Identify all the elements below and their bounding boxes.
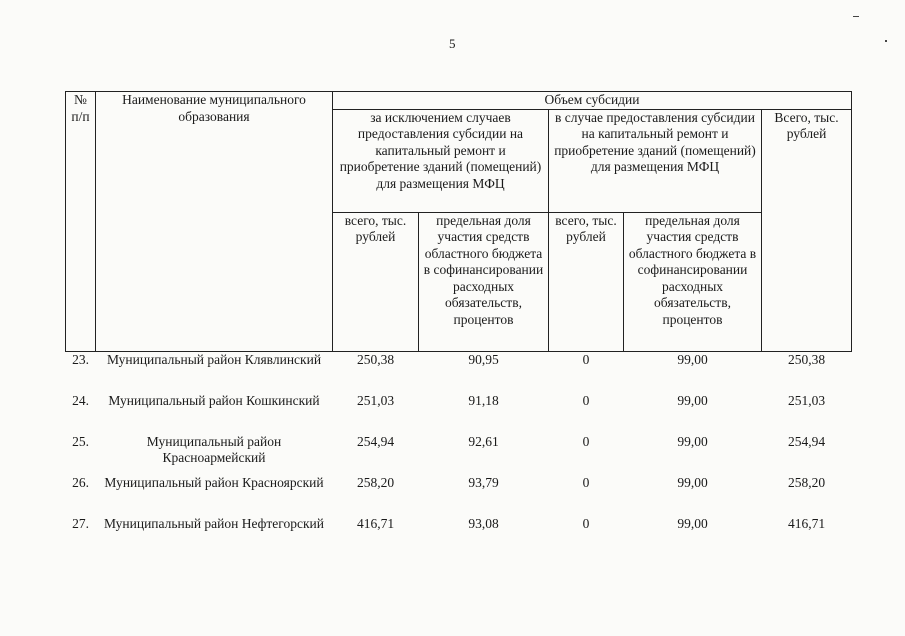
row-a-total: 254,94: [356, 433, 395, 449]
row-a-share: 92,61: [468, 433, 499, 449]
row-num: 23.: [72, 351, 89, 367]
page-number: 5: [449, 36, 456, 51]
row-a-share: 91,18: [468, 392, 499, 408]
header-b-total: всего, тыс. рублей: [549, 212, 624, 351]
table-body: [66, 351, 852, 557]
row-name: Муниципальный район Клявлинский: [106, 351, 322, 367]
row-a-share: 93,08: [468, 515, 499, 531]
header-num: № п/п: [66, 92, 96, 352]
row-b-share: 99,00: [677, 433, 708, 449]
row-total: 254,94: [787, 433, 826, 449]
row-name: Муниципальный район Кошкинский: [108, 392, 320, 408]
row-b-total: 0: [582, 351, 590, 367]
row-total: 250,38: [787, 351, 826, 367]
row-b-share: 99,00: [677, 392, 708, 408]
header-a-total: всего, тыс. рублей: [333, 212, 419, 351]
header-b-share: предельная доля участия средств областного бюджета в софинансировании расходных обязательств, процентов: [624, 212, 762, 351]
header-group-b: в случае предоставления субсидии на капитальный ремонт и приобретение зданий (помещений) для размещения МФЦ: [549, 109, 762, 212]
row-b-total: 0: [582, 433, 590, 449]
row-num: 25.: [72, 433, 89, 449]
row-b-total: 0: [582, 515, 590, 531]
table-row: [66, 393, 852, 434]
row-a-share: 93,79: [468, 474, 499, 490]
table-row: [66, 351, 852, 393]
header-a-share: предельная доля участия средств областного бюджета в софинансировании расходных обязательств, процентов: [419, 212, 549, 351]
row-name: Муниципальный район Красноярский: [104, 474, 324, 490]
table-row: [66, 475, 852, 516]
table-header: [66, 92, 852, 352]
row-num: 24.: [72, 392, 89, 408]
subsidy-table: [65, 91, 852, 557]
row-total: 416,71: [787, 515, 826, 531]
row-b-share: 99,00: [677, 351, 708, 367]
row-b-total: 0: [582, 474, 590, 490]
row-b-total: 0: [582, 392, 590, 408]
row-a-total: 416,71: [356, 515, 395, 531]
scan-mark: [853, 16, 859, 17]
row-a-share: 90,95: [468, 351, 499, 367]
row-a-total: 258,20: [356, 474, 395, 490]
header-volume: Объем субсидии: [333, 92, 852, 110]
header-name: Наименование муниципального образования: [96, 92, 333, 352]
row-num: 27.: [72, 515, 89, 531]
row-a-total: 250,38: [356, 351, 395, 367]
header-total: Всего, тыс. рублей: [762, 109, 852, 351]
scan-mark: [885, 40, 887, 42]
header-group-a: за исключением случаев предоставления субсидии на капитальный ремонт и приобретение зданий (помещений) для размещения МФЦ: [333, 109, 549, 212]
row-b-share: 99,00: [677, 515, 708, 531]
row-total: 251,03: [787, 392, 826, 408]
row-a-total: 251,03: [356, 392, 395, 408]
row-name: Муниципальный район Нефтегорский: [103, 515, 324, 531]
table-row: [66, 434, 852, 475]
row-b-share: 99,00: [677, 474, 708, 490]
table-row: [66, 516, 852, 557]
row-total: 258,20: [787, 474, 826, 490]
row-num: 26.: [72, 474, 89, 490]
row-name: Муниципальный район Красноармейский: [146, 433, 282, 465]
